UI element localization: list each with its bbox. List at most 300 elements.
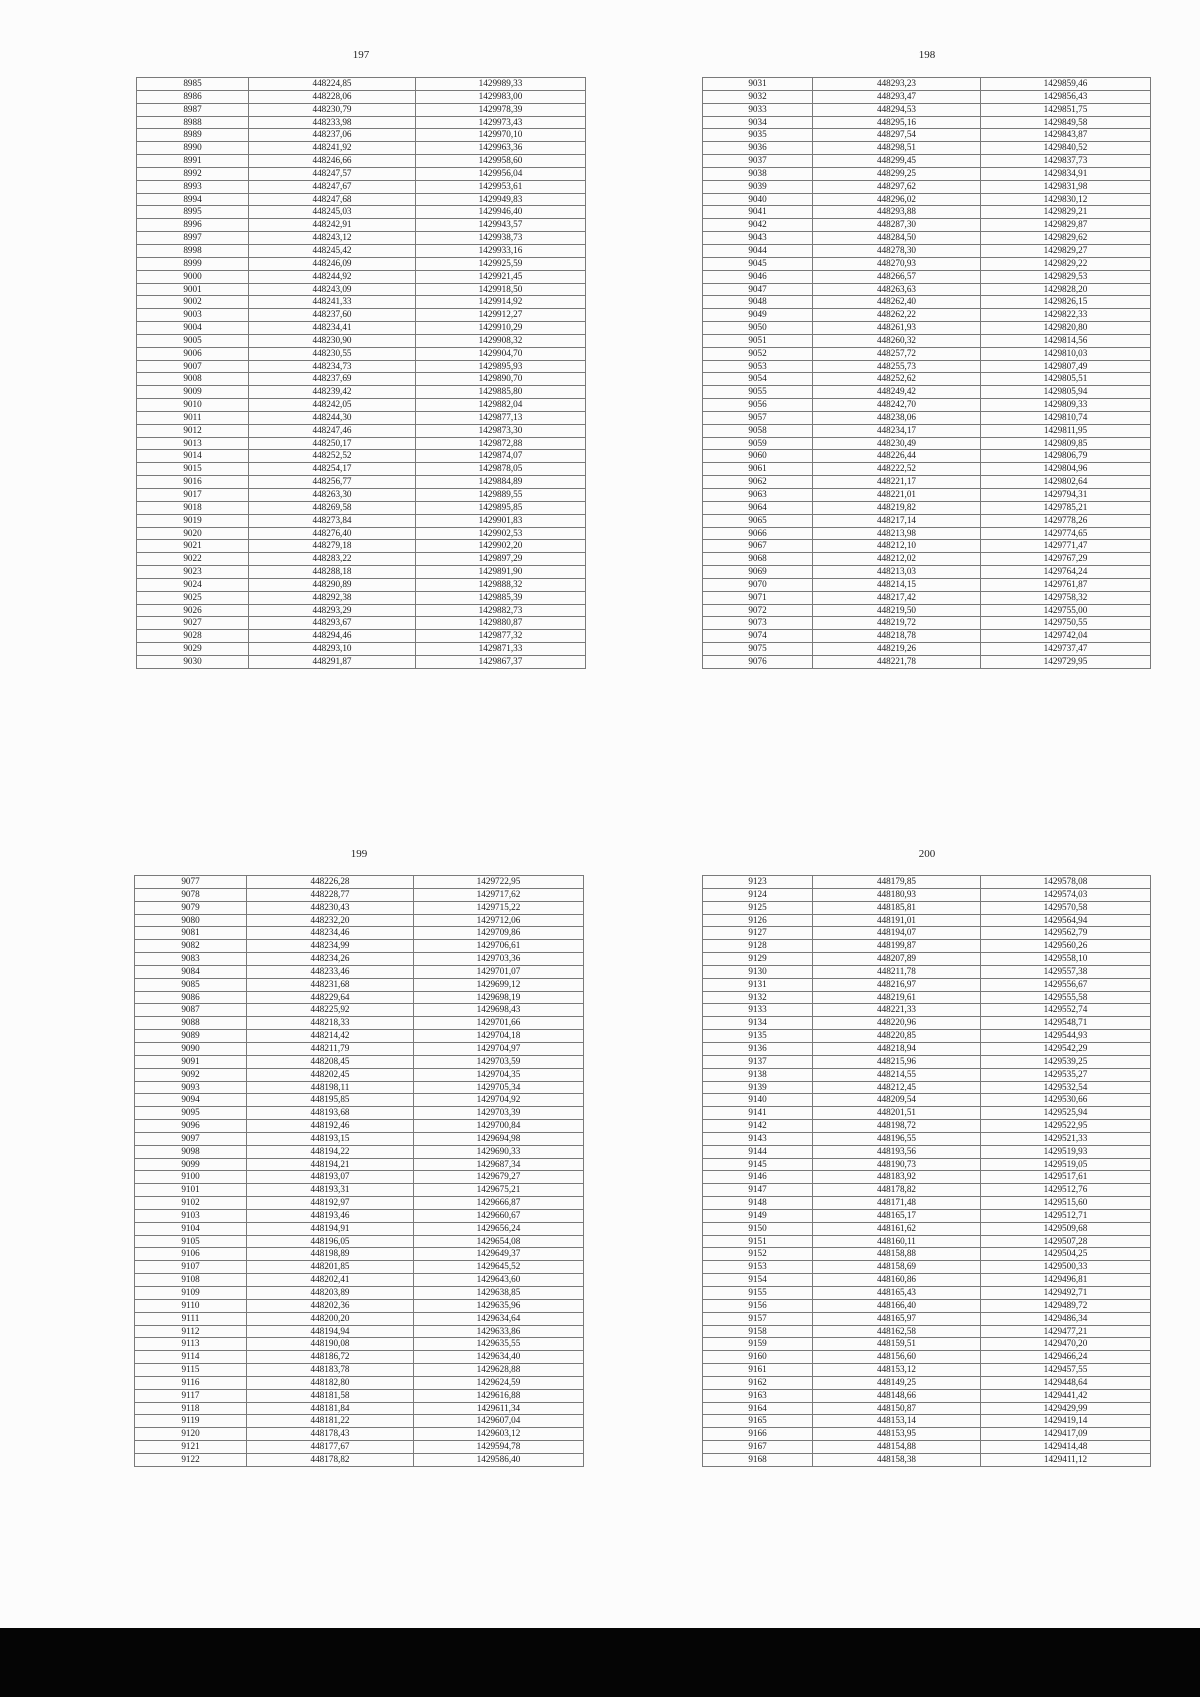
x-coordinate-cell: 448233,46 <box>247 965 414 978</box>
point-number-cell: 9157 <box>703 1312 813 1325</box>
point-number-cell: 9037 <box>703 155 813 168</box>
point-number-cell: 9059 <box>703 437 813 450</box>
table-row <box>137 591 586 604</box>
x-coordinate-cell: 448255,73 <box>813 360 981 373</box>
table-row <box>137 514 586 527</box>
x-coordinate-cell: 448150,87 <box>813 1402 981 1415</box>
y-coordinate-cell: 1429703,39 <box>414 1107 584 1120</box>
x-coordinate-cell: 448226,44 <box>813 450 981 463</box>
x-coordinate-cell: 448234,73 <box>249 360 416 373</box>
point-number-cell: 9143 <box>703 1132 813 1145</box>
y-coordinate-cell: 1429921,45 <box>416 270 586 283</box>
y-coordinate-cell: 1429810,74 <box>981 411 1151 424</box>
y-coordinate-cell: 1429562,79 <box>981 927 1151 940</box>
point-number-cell: 8995 <box>137 206 249 219</box>
point-number-cell: 9141 <box>703 1107 813 1120</box>
point-number-cell: 8997 <box>137 232 249 245</box>
y-coordinate-cell: 1429809,33 <box>981 399 1151 412</box>
point-number-cell: 9160 <box>703 1351 813 1364</box>
table-row <box>703 1107 1151 1120</box>
table-row <box>135 914 584 927</box>
x-coordinate-cell: 448212,45 <box>813 1081 981 1094</box>
point-number-cell: 9138 <box>703 1068 813 1081</box>
table-row <box>135 1197 584 1210</box>
table-row <box>137 193 586 206</box>
x-coordinate-cell: 448201,85 <box>247 1261 414 1274</box>
y-coordinate-cell: 1429634,40 <box>414 1351 584 1364</box>
y-coordinate-cell: 1429586,40 <box>414 1453 584 1466</box>
y-coordinate-cell: 1429690,33 <box>414 1145 584 1158</box>
table-row <box>703 322 1151 335</box>
point-number-cell: 9093 <box>135 1081 247 1094</box>
point-number-cell: 9097 <box>135 1132 247 1145</box>
table-row <box>703 1364 1151 1377</box>
table-row <box>137 566 586 579</box>
point-number-cell: 9104 <box>135 1222 247 1235</box>
point-number-cell: 9005 <box>137 334 249 347</box>
point-number-cell: 9112 <box>135 1325 247 1338</box>
y-coordinate-cell: 1429878,05 <box>416 463 586 476</box>
y-coordinate-cell: 1429837,73 <box>981 155 1151 168</box>
table-row <box>135 1402 584 1415</box>
x-coordinate-cell: 448203,89 <box>247 1287 414 1300</box>
table-row <box>135 1325 584 1338</box>
y-coordinate-cell: 1429742,04 <box>981 630 1151 643</box>
y-coordinate-cell: 1429958,60 <box>416 155 586 168</box>
point-number-cell: 9035 <box>703 129 813 142</box>
scanner-border <box>0 1628 1200 1697</box>
table-row <box>703 206 1151 219</box>
table-row <box>137 206 586 219</box>
y-coordinate-cell: 1429699,12 <box>414 978 584 991</box>
x-coordinate-cell: 448202,45 <box>247 1068 414 1081</box>
table-row <box>135 1107 584 1120</box>
y-coordinate-cell: 1429737,47 <box>981 643 1151 656</box>
table-row <box>137 373 586 386</box>
table-row <box>703 1120 1151 1133</box>
point-number-cell: 9109 <box>135 1287 247 1300</box>
x-coordinate-cell: 448190,73 <box>813 1158 981 1171</box>
table-row <box>703 1428 1151 1441</box>
x-coordinate-cell: 448243,12 <box>249 232 416 245</box>
y-coordinate-cell: 1429507,28 <box>981 1235 1151 1248</box>
y-coordinate-cell: 1429885,80 <box>416 386 586 399</box>
x-coordinate-cell: 448191,01 <box>813 914 981 927</box>
point-number-cell: 8999 <box>137 257 249 270</box>
point-number-cell: 9068 <box>703 553 813 566</box>
table-row <box>703 1287 1151 1300</box>
x-coordinate-cell: 448201,51 <box>813 1107 981 1120</box>
point-number-cell: 9076 <box>703 655 813 668</box>
table-row <box>135 991 584 1004</box>
point-number-cell: 9040 <box>703 193 813 206</box>
x-coordinate-cell: 448224,85 <box>249 78 416 91</box>
x-coordinate-cell: 448214,55 <box>813 1068 981 1081</box>
table-row <box>703 180 1151 193</box>
y-coordinate-cell: 1429829,87 <box>981 219 1151 232</box>
x-coordinate-cell: 448218,94 <box>813 1042 981 1055</box>
point-number-cell: 9140 <box>703 1094 813 1107</box>
x-coordinate-cell: 448249,42 <box>813 386 981 399</box>
table-row <box>135 1132 584 1145</box>
point-number-cell: 9148 <box>703 1197 813 1210</box>
y-coordinate-cell: 1429603,12 <box>414 1428 584 1441</box>
x-coordinate-cell: 448158,69 <box>813 1261 981 1274</box>
point-number-cell: 9159 <box>703 1338 813 1351</box>
table-row <box>137 309 586 322</box>
y-coordinate-cell: 1429767,29 <box>981 553 1151 566</box>
x-coordinate-cell: 448153,95 <box>813 1428 981 1441</box>
y-coordinate-cell: 1429840,52 <box>981 142 1151 155</box>
y-coordinate-cell: 1429953,61 <box>416 180 586 193</box>
y-coordinate-cell: 1429486,34 <box>981 1312 1151 1325</box>
x-coordinate-cell: 448246,09 <box>249 257 416 270</box>
point-number-cell: 9116 <box>135 1376 247 1389</box>
table-row <box>135 1248 584 1261</box>
point-number-cell: 9125 <box>703 901 813 914</box>
point-number-cell: 9101 <box>135 1184 247 1197</box>
x-coordinate-cell: 448254,17 <box>249 463 416 476</box>
point-number-cell: 9019 <box>137 514 249 527</box>
point-number-cell: 9018 <box>137 501 249 514</box>
table-row <box>703 1235 1151 1248</box>
x-coordinate-cell: 448245,03 <box>249 206 416 219</box>
point-number-cell: 8996 <box>137 219 249 232</box>
y-coordinate-cell: 1429904,70 <box>416 347 586 360</box>
table-row <box>135 1017 584 1030</box>
table-row <box>703 283 1151 296</box>
point-number-cell: 9128 <box>703 940 813 953</box>
y-coordinate-cell: 1429517,61 <box>981 1171 1151 1184</box>
table-row <box>135 1235 584 1248</box>
table-row <box>137 540 586 553</box>
x-coordinate-cell: 448290,89 <box>249 578 416 591</box>
y-coordinate-cell: 1429755,00 <box>981 604 1151 617</box>
point-number-cell: 9137 <box>703 1055 813 1068</box>
y-coordinate-cell: 1429873,30 <box>416 424 586 437</box>
table-row <box>137 155 586 168</box>
y-coordinate-cell: 1429891,90 <box>416 566 586 579</box>
y-coordinate-cell: 1429829,21 <box>981 206 1151 219</box>
y-coordinate-cell: 1429515,60 <box>981 1197 1151 1210</box>
y-coordinate-cell: 1429849,58 <box>981 116 1151 129</box>
x-coordinate-cell: 448247,57 <box>249 167 416 180</box>
y-coordinate-cell: 1429512,76 <box>981 1184 1151 1197</box>
y-coordinate-cell: 1429466,24 <box>981 1351 1151 1364</box>
point-number-cell: 9053 <box>703 360 813 373</box>
y-coordinate-cell: 1429802,64 <box>981 476 1151 489</box>
y-coordinate-cell: 1429729,95 <box>981 655 1151 668</box>
y-coordinate-cell: 1429521,33 <box>981 1132 1151 1145</box>
table-row <box>703 167 1151 180</box>
point-number-cell: 9002 <box>137 296 249 309</box>
point-number-cell: 9120 <box>135 1428 247 1441</box>
y-coordinate-cell: 1429441,42 <box>981 1389 1151 1402</box>
y-coordinate-cell: 1429901,83 <box>416 514 586 527</box>
x-coordinate-cell: 448214,15 <box>813 578 981 591</box>
x-coordinate-cell: 448193,46 <box>247 1209 414 1222</box>
table-row <box>703 1004 1151 1017</box>
y-coordinate-cell: 1429700,84 <box>414 1120 584 1133</box>
y-coordinate-cell: 1429709,86 <box>414 927 584 940</box>
x-coordinate-cell: 448156,60 <box>813 1351 981 1364</box>
x-coordinate-cell: 448208,45 <box>247 1055 414 1068</box>
point-number-cell: 9054 <box>703 373 813 386</box>
point-number-cell: 9154 <box>703 1274 813 1287</box>
y-coordinate-cell: 1429867,37 <box>416 655 586 668</box>
point-number-cell: 9074 <box>703 630 813 643</box>
y-coordinate-cell: 1429820,80 <box>981 322 1151 335</box>
x-coordinate-cell: 448212,02 <box>813 553 981 566</box>
y-coordinate-cell: 1429687,34 <box>414 1158 584 1171</box>
point-number-cell: 9043 <box>703 232 813 245</box>
y-coordinate-cell: 1429574,03 <box>981 888 1151 901</box>
y-coordinate-cell: 1429539,25 <box>981 1055 1151 1068</box>
x-coordinate-cell: 448158,88 <box>813 1248 981 1261</box>
point-number-cell: 9029 <box>137 643 249 656</box>
table-row <box>703 1453 1151 1466</box>
x-coordinate-cell: 448217,42 <box>813 591 981 604</box>
y-coordinate-cell: 1429963,36 <box>416 142 586 155</box>
x-coordinate-cell: 448238,06 <box>813 411 981 424</box>
y-coordinate-cell: 1429949,83 <box>416 193 586 206</box>
table-row <box>137 489 586 502</box>
y-coordinate-cell: 1429806,79 <box>981 450 1151 463</box>
y-coordinate-cell: 1429492,71 <box>981 1287 1151 1300</box>
point-number-cell: 9058 <box>703 424 813 437</box>
point-number-cell: 9156 <box>703 1299 813 1312</box>
point-number-cell: 9071 <box>703 591 813 604</box>
x-coordinate-cell: 448149,25 <box>813 1376 981 1389</box>
table-row <box>137 232 586 245</box>
x-coordinate-cell: 448299,45 <box>813 155 981 168</box>
table-row <box>135 901 584 914</box>
table-row <box>135 1453 584 1466</box>
x-coordinate-cell: 448293,67 <box>249 617 416 630</box>
point-number-cell: 9136 <box>703 1042 813 1055</box>
table-row <box>703 1389 1151 1402</box>
point-number-cell: 9045 <box>703 257 813 270</box>
x-coordinate-cell: 448233,98 <box>249 116 416 129</box>
y-coordinate-cell: 1429656,24 <box>414 1222 584 1235</box>
table-row <box>135 1376 584 1389</box>
y-coordinate-cell: 1429594,78 <box>414 1441 584 1454</box>
table-row <box>703 347 1151 360</box>
point-number-cell: 9084 <box>135 965 247 978</box>
point-number-cell: 9046 <box>703 270 813 283</box>
x-coordinate-cell: 448185,81 <box>813 901 981 914</box>
y-coordinate-cell: 1429419,14 <box>981 1415 1151 1428</box>
y-coordinate-cell: 1429704,92 <box>414 1094 584 1107</box>
table-row <box>703 1132 1151 1145</box>
x-coordinate-cell: 448234,41 <box>249 322 416 335</box>
table-row <box>703 334 1151 347</box>
x-coordinate-cell: 448239,42 <box>249 386 416 399</box>
x-coordinate-cell: 448171,48 <box>813 1197 981 1210</box>
point-number-cell: 9085 <box>135 978 247 991</box>
point-number-cell: 9161 <box>703 1364 813 1377</box>
y-coordinate-cell: 1429635,96 <box>414 1299 584 1312</box>
y-coordinate-cell: 1429843,87 <box>981 129 1151 142</box>
table-row <box>703 1376 1151 1389</box>
y-coordinate-cell: 1429912,27 <box>416 309 586 322</box>
x-coordinate-cell: 448196,55 <box>813 1132 981 1145</box>
point-number-cell: 9021 <box>137 540 249 553</box>
point-number-cell: 9103 <box>135 1209 247 1222</box>
table-row <box>703 978 1151 991</box>
x-coordinate-cell: 448153,14 <box>813 1415 981 1428</box>
x-coordinate-cell: 448297,62 <box>813 180 981 193</box>
table-row <box>135 1094 584 1107</box>
table-row <box>703 591 1151 604</box>
y-coordinate-cell: 1429871,33 <box>416 643 586 656</box>
point-number-cell: 9042 <box>703 219 813 232</box>
y-coordinate-cell: 1429628,88 <box>414 1364 584 1377</box>
y-coordinate-cell: 1429477,21 <box>981 1325 1151 1338</box>
point-number-cell: 9108 <box>135 1274 247 1287</box>
table-row <box>135 1261 584 1274</box>
point-number-cell: 9065 <box>703 514 813 527</box>
point-number-cell: 9130 <box>703 965 813 978</box>
point-number-cell: 9098 <box>135 1145 247 1158</box>
page-198 <box>702 49 1152 739</box>
point-number-cell: 9001 <box>137 283 249 296</box>
table-row <box>703 1209 1151 1222</box>
y-coordinate-cell: 1429874,07 <box>416 450 586 463</box>
table-row <box>135 1158 584 1171</box>
x-coordinate-cell: 448234,46 <box>247 927 414 940</box>
y-coordinate-cell: 1429548,71 <box>981 1017 1151 1030</box>
table-row <box>703 309 1151 322</box>
x-coordinate-cell: 448198,72 <box>813 1120 981 1133</box>
table-row <box>137 386 586 399</box>
table-row <box>135 978 584 991</box>
table-row <box>135 1338 584 1351</box>
table-row <box>703 617 1151 630</box>
point-number-cell: 8987 <box>137 103 249 116</box>
point-number-cell: 9075 <box>703 643 813 656</box>
y-coordinate-cell: 1429578,08 <box>981 876 1151 889</box>
page-number: 200 <box>918 848 936 860</box>
x-coordinate-cell: 448212,10 <box>813 540 981 553</box>
x-coordinate-cell: 448250,17 <box>249 437 416 450</box>
table-row <box>703 219 1151 232</box>
y-coordinate-cell: 1429519,05 <box>981 1158 1151 1171</box>
point-number-cell: 9047 <box>703 283 813 296</box>
y-coordinate-cell: 1429532,54 <box>981 1081 1151 1094</box>
point-number-cell: 9041 <box>703 206 813 219</box>
x-coordinate-cell: 448230,79 <box>249 103 416 116</box>
y-coordinate-cell: 1429705,34 <box>414 1081 584 1094</box>
table-row <box>137 116 586 129</box>
point-number-cell: 9164 <box>703 1402 813 1415</box>
y-coordinate-cell: 1429496,81 <box>981 1274 1151 1287</box>
table-row <box>703 155 1151 168</box>
table-row <box>135 1120 584 1133</box>
table-row <box>703 90 1151 103</box>
x-coordinate-cell: 448252,52 <box>249 450 416 463</box>
page-number: 199 <box>350 848 368 860</box>
y-coordinate-cell: 1429448,64 <box>981 1376 1151 1389</box>
table-row <box>137 103 586 116</box>
point-number-cell: 9146 <box>703 1171 813 1184</box>
point-number-cell: 9057 <box>703 411 813 424</box>
page-199 <box>134 848 584 1538</box>
table-row <box>703 553 1151 566</box>
y-coordinate-cell: 1429829,62 <box>981 232 1151 245</box>
x-coordinate-cell: 448270,93 <box>813 257 981 270</box>
y-coordinate-cell: 1429660,67 <box>414 1209 584 1222</box>
table-row <box>703 566 1151 579</box>
x-coordinate-cell: 448216,97 <box>813 978 981 991</box>
table-row <box>703 540 1151 553</box>
table-row <box>135 953 584 966</box>
point-number-cell: 9030 <box>137 655 249 668</box>
y-coordinate-cell: 1429414,48 <box>981 1441 1151 1454</box>
table-row <box>703 360 1151 373</box>
table-row <box>135 1415 584 1428</box>
table-row <box>135 1055 584 1068</box>
point-number-cell: 9033 <box>703 103 813 116</box>
point-number-cell: 9099 <box>135 1158 247 1171</box>
point-number-cell: 9134 <box>703 1017 813 1030</box>
y-coordinate-cell: 1429785,21 <box>981 501 1151 514</box>
point-number-cell: 9051 <box>703 334 813 347</box>
table-row <box>703 244 1151 257</box>
point-number-cell: 9003 <box>137 309 249 322</box>
point-number-cell: 9113 <box>135 1338 247 1351</box>
x-coordinate-cell: 448196,05 <box>247 1235 414 1248</box>
x-coordinate-cell: 448244,92 <box>249 270 416 283</box>
x-coordinate-cell: 448198,89 <box>247 1248 414 1261</box>
coordinate-table <box>702 875 1151 1467</box>
x-coordinate-cell: 448162,58 <box>813 1325 981 1338</box>
y-coordinate-cell: 1429805,94 <box>981 386 1151 399</box>
x-coordinate-cell: 448241,33 <box>249 296 416 309</box>
point-number-cell: 9150 <box>703 1222 813 1235</box>
y-coordinate-cell: 1429703,36 <box>414 953 584 966</box>
point-number-cell: 9078 <box>135 888 247 901</box>
x-coordinate-cell: 448298,51 <box>813 142 981 155</box>
x-coordinate-cell: 448198,11 <box>247 1081 414 1094</box>
point-number-cell: 9032 <box>703 90 813 103</box>
point-number-cell: 9067 <box>703 540 813 553</box>
point-number-cell: 9119 <box>135 1415 247 1428</box>
y-coordinate-cell: 1429829,53 <box>981 270 1151 283</box>
table-row <box>135 1428 584 1441</box>
table-row <box>703 437 1151 450</box>
y-coordinate-cell: 1429895,85 <box>416 501 586 514</box>
y-coordinate-cell: 1429675,21 <box>414 1184 584 1197</box>
x-coordinate-cell: 448165,97 <box>813 1312 981 1325</box>
x-coordinate-cell: 448181,58 <box>247 1389 414 1402</box>
point-number-cell: 9135 <box>703 1030 813 1043</box>
table-row <box>137 604 586 617</box>
point-number-cell: 9123 <box>703 876 813 889</box>
y-coordinate-cell: 1429902,53 <box>416 527 586 540</box>
table-row <box>703 270 1151 283</box>
y-coordinate-cell: 1429804,96 <box>981 463 1151 476</box>
y-coordinate-cell: 1429635,55 <box>414 1338 584 1351</box>
x-coordinate-cell: 448242,05 <box>249 399 416 412</box>
table-row <box>703 630 1151 643</box>
x-coordinate-cell: 448273,84 <box>249 514 416 527</box>
point-number-cell: 9144 <box>703 1145 813 1158</box>
point-number-cell: 9117 <box>135 1389 247 1402</box>
point-number-cell: 8994 <box>137 193 249 206</box>
y-coordinate-cell: 1429698,19 <box>414 991 584 1004</box>
point-number-cell: 9129 <box>703 953 813 966</box>
